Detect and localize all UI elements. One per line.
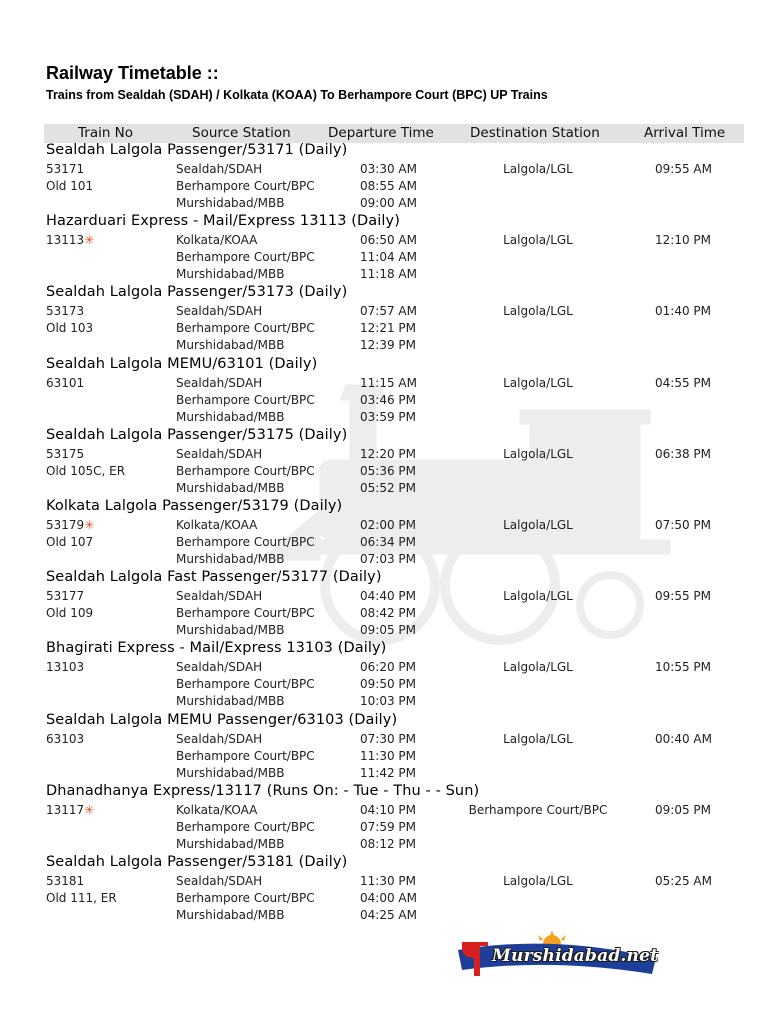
cell-departure-time: 02:00 PM xyxy=(360,517,416,532)
table-row xyxy=(0,660,768,677)
cell-train-no xyxy=(46,660,84,674)
cell-destination-station: Lalgola/LGL xyxy=(503,660,573,675)
table-row xyxy=(0,732,768,749)
train-block xyxy=(0,356,768,427)
cell-source-station: Berhampore Court/BPC xyxy=(176,819,315,834)
cell-departure-time: 07:57 AM xyxy=(360,304,417,319)
cell-departure-time: 03:46 PM xyxy=(360,392,416,407)
train-name: Kolkata Lalgola Passenger/53179 (Daily) xyxy=(46,497,343,514)
train-number-text: 53175 xyxy=(46,446,85,461)
cell-train-no xyxy=(46,535,93,549)
cell-departure-time: 05:36 PM xyxy=(360,463,416,478)
cell-train-no xyxy=(46,589,84,603)
cell-source-station: Murshidabad/MBB xyxy=(176,196,285,210)
table-row xyxy=(0,749,768,766)
cell-train-no xyxy=(46,803,94,817)
cell-departure-time: 12:39 PM xyxy=(360,338,416,353)
train-block xyxy=(0,569,768,640)
table-row xyxy=(0,481,768,498)
train-number-text: Old 103 xyxy=(46,321,94,336)
asterisk-icon: ✳ xyxy=(84,233,95,248)
cell-source-station: Kolkata/KOAA xyxy=(176,517,258,532)
train-name: Sealdah Lalgola Passenger/53175 (Daily) xyxy=(46,426,348,443)
train-number-text: Old 107 xyxy=(46,534,94,549)
table-header xyxy=(44,124,744,143)
table-row xyxy=(0,338,768,355)
murshidabad-logo xyxy=(452,928,662,982)
cell-departure-time: 11:04 AM xyxy=(360,250,417,265)
cell-source-station: Berhampore Court/BPC xyxy=(176,748,315,763)
cell-source-station: Murshidabad/MBB xyxy=(176,907,285,922)
cell-departure-time: 11:42 PM xyxy=(360,765,416,780)
cell-arrival-time: 04:55 PM xyxy=(655,375,711,390)
train-block xyxy=(0,854,768,925)
cell-source-station: Murshidabad/MBB xyxy=(176,836,285,851)
header-departure-time: Departure Time xyxy=(328,125,434,141)
cell-source-station: Berhampore Court/BPC xyxy=(176,250,315,265)
cell-departure-time: 04:10 PM xyxy=(360,802,416,817)
cell-destination-station: Lalgola/LGL xyxy=(503,446,573,461)
cell-source-station: Berhampore Court/BPC xyxy=(176,179,315,193)
cell-departure-time: 11:30 PM xyxy=(360,748,416,763)
cell-source-station: Kolkata/KOAA xyxy=(176,233,258,248)
train-name: Sealdah Lalgola Passenger/53181 (Daily) xyxy=(46,853,348,870)
cell-arrival-time: 09:55 AM xyxy=(655,162,712,176)
cell-source-station: Berhampore Court/BPC xyxy=(176,606,315,621)
train-number-text: 63103 xyxy=(46,731,85,746)
train-number-text: 53181 xyxy=(46,873,85,888)
cell-destination-station: Berhampore Court/BPC xyxy=(468,802,608,817)
train-number-text: Old 105C, ER xyxy=(46,463,126,478)
cell-departure-time: 07:30 PM xyxy=(360,731,416,746)
train-number-text: 13113 xyxy=(46,233,85,248)
table-row xyxy=(0,908,768,925)
cell-arrival-time: 07:50 PM xyxy=(655,517,711,532)
train-name: Sealdah Lalgola Fast Passenger/53177 (Daily) xyxy=(46,569,382,586)
table-row xyxy=(0,820,768,837)
header-source-station: Source Station xyxy=(192,125,291,141)
table-row xyxy=(0,518,768,535)
table-row xyxy=(0,874,768,891)
cell-train-no xyxy=(46,179,93,193)
cell-train-no xyxy=(46,447,84,461)
table-row xyxy=(0,552,768,569)
train-number-text: 53179 xyxy=(46,517,85,532)
cell-source-station: Kolkata/KOAA xyxy=(176,802,258,817)
train-number-text: 13103 xyxy=(46,660,85,675)
train-number-text: 63101 xyxy=(46,375,85,390)
table-row xyxy=(0,321,768,338)
cell-arrival-time: 12:10 PM xyxy=(655,233,711,248)
cell-departure-time: 03:59 PM xyxy=(360,409,416,424)
cell-source-station: Sealdah/SDAH xyxy=(176,162,263,176)
train-block xyxy=(0,783,768,854)
cell-destination-station: Lalgola/LGL xyxy=(503,233,573,248)
cell-departure-time: 06:20 PM xyxy=(360,660,416,675)
train-block xyxy=(0,284,768,355)
cell-source-station: Berhampore Court/BPC xyxy=(176,890,315,905)
train-name: Dhanadhanya Express/13117 (Runs On: - Tue - Thu - - Sun) xyxy=(46,782,480,799)
train-name: Sealdah Lalgola Passenger/53173 (Daily) xyxy=(46,284,348,301)
cell-arrival-time: 06:38 PM xyxy=(655,446,711,461)
table-row xyxy=(0,250,768,267)
table-row xyxy=(0,677,768,694)
page-title: Railway Timetable :: xyxy=(46,63,219,83)
train-number-text: 53173 xyxy=(46,304,85,319)
train-block xyxy=(0,640,768,711)
cell-source-station: Murshidabad/MBB xyxy=(176,694,285,709)
cell-train-no xyxy=(46,606,93,620)
cell-train-no xyxy=(46,304,84,318)
table-row xyxy=(0,267,768,284)
table-row xyxy=(0,535,768,552)
table-row xyxy=(0,393,768,410)
cell-train-no xyxy=(46,233,94,247)
asterisk-icon: ✳ xyxy=(84,517,95,532)
train-list xyxy=(0,142,768,925)
cell-arrival-time: 05:25 AM xyxy=(655,873,712,888)
table-row xyxy=(0,447,768,464)
table-row xyxy=(0,410,768,427)
table-row xyxy=(0,694,768,711)
cell-departure-time: 07:59 PM xyxy=(360,819,416,834)
table-row xyxy=(0,766,768,783)
cell-source-station: Sealdah/SDAH xyxy=(176,304,263,319)
cell-departure-time: 04:25 AM xyxy=(360,907,417,922)
cell-arrival-time: 10:55 PM xyxy=(655,660,711,675)
train-number-text: 53177 xyxy=(46,589,85,604)
cell-arrival-time: 09:05 PM xyxy=(655,802,711,817)
cell-train-no xyxy=(46,891,117,905)
train-number-text: Old 101 xyxy=(46,179,94,193)
table-row xyxy=(0,803,768,820)
cell-destination-station: Lalgola/LGL xyxy=(503,375,573,390)
train-number-text: 13117 xyxy=(46,802,85,817)
train-name: Sealdah Lalgola MEMU Passenger/63103 (Daily) xyxy=(46,711,398,728)
cell-source-station: Berhampore Court/BPC xyxy=(176,534,315,549)
cell-arrival-time: 00:40 AM xyxy=(655,731,712,746)
cell-departure-time: 11:15 AM xyxy=(360,375,417,390)
cell-departure-time: 06:34 PM xyxy=(360,534,416,549)
cell-destination-station: Lalgola/LGL xyxy=(503,162,573,176)
train-number-text: 53171 xyxy=(46,162,85,176)
cell-source-station: Murshidabad/MBB xyxy=(176,480,285,495)
cell-source-station: Sealdah/SDAH xyxy=(176,589,263,604)
header-train-no: Train No xyxy=(78,125,134,141)
cell-departure-time: 08:42 PM xyxy=(360,606,416,621)
cell-departure-time: 11:18 AM xyxy=(360,267,417,282)
cell-arrival-time: 01:40 PM xyxy=(655,304,711,319)
table-row xyxy=(0,606,768,623)
train-name: Sealdah Lalgola MEMU/63101 (Daily) xyxy=(46,355,318,372)
cell-departure-time: 03:30 AM xyxy=(360,162,417,176)
cell-departure-time: 05:52 PM xyxy=(360,480,416,495)
cell-departure-time: 04:00 AM xyxy=(360,890,417,905)
train-number-text: Old 111, ER xyxy=(46,890,117,905)
cell-source-station: Murshidabad/MBB xyxy=(176,338,285,353)
train-block xyxy=(0,498,768,569)
cell-departure-time: 09:05 PM xyxy=(360,623,416,638)
cell-departure-time: 07:03 PM xyxy=(360,551,416,566)
cell-departure-time: 06:50 AM xyxy=(360,233,417,248)
cell-departure-time: 12:21 PM xyxy=(360,321,416,336)
cell-departure-time: 04:40 PM xyxy=(360,589,416,604)
asterisk-icon: ✳ xyxy=(84,802,95,817)
cell-train-no xyxy=(46,464,125,478)
cell-source-station: Sealdah/SDAH xyxy=(176,660,263,675)
train-block xyxy=(0,213,768,284)
cell-destination-station: Lalgola/LGL xyxy=(503,873,573,888)
cell-train-no xyxy=(46,518,94,532)
table-row xyxy=(0,233,768,250)
cell-arrival-time: 09:55 PM xyxy=(655,589,711,604)
table-row xyxy=(0,623,768,640)
cell-train-no xyxy=(46,162,84,176)
cell-train-no xyxy=(46,376,84,390)
cell-source-station: Murshidabad/MBB xyxy=(176,765,285,780)
cell-source-station: Murshidabad/MBB xyxy=(176,623,285,638)
cell-source-station: Berhampore Court/BPC xyxy=(176,321,315,336)
table-row xyxy=(0,464,768,481)
cell-source-station: Murshidabad/MBB xyxy=(176,267,285,282)
cell-source-station: Sealdah/SDAH xyxy=(176,375,263,390)
cell-destination-station: Lalgola/LGL xyxy=(503,304,573,319)
cell-departure-time: 08:12 PM xyxy=(360,836,416,851)
table-row xyxy=(0,304,768,321)
cell-source-station: Berhampore Court/BPC xyxy=(176,677,315,692)
cell-train-no xyxy=(46,321,93,335)
cell-departure-time: 12:20 PM xyxy=(360,446,416,461)
table-row xyxy=(0,162,768,179)
cell-source-station: Sealdah/SDAH xyxy=(176,873,263,888)
header-arrival-time: Arrival Time xyxy=(644,125,726,141)
cell-departure-time: 11:30 PM xyxy=(360,873,416,888)
cell-departure-time: 08:55 AM xyxy=(360,179,417,193)
cell-departure-time: 09:00 AM xyxy=(360,196,417,210)
cell-train-no xyxy=(46,874,84,888)
train-block xyxy=(0,142,768,213)
table-row xyxy=(0,179,768,196)
cell-source-station: Murshidabad/MBB xyxy=(176,409,285,424)
table-row xyxy=(0,837,768,854)
cell-destination-station: Lalgola/LGL xyxy=(503,589,573,604)
table-row xyxy=(0,589,768,606)
cell-departure-time: 09:50 PM xyxy=(360,677,416,692)
cell-source-station: Sealdah/SDAH xyxy=(176,731,263,746)
cell-departure-time: 10:03 PM xyxy=(360,694,416,709)
train-number-text: Old 109 xyxy=(46,606,94,621)
cell-source-station: Sealdah/SDAH xyxy=(176,446,263,461)
cell-destination-station: Lalgola/LGL xyxy=(503,731,573,746)
train-name: Bhagirati Express - Mail/Express 13103 (Daily) xyxy=(46,640,387,657)
table-row xyxy=(0,196,768,213)
cell-source-station: Murshidabad/MBB xyxy=(176,551,285,566)
header-destination-station: Destination Station xyxy=(470,125,600,141)
cell-source-station: Berhampore Court/BPC xyxy=(176,392,315,407)
train-block xyxy=(0,712,768,783)
logo-text: Murshidabad.net xyxy=(492,946,659,966)
train-name: Hazarduari Express - Mail/Express 13113 (Daily) xyxy=(46,213,400,230)
table-row xyxy=(0,891,768,908)
cell-source-station: Berhampore Court/BPC xyxy=(176,463,315,478)
cell-destination-station: Lalgola/LGL xyxy=(503,517,573,532)
cell-train-no xyxy=(46,732,84,746)
train-name: Sealdah Lalgola Passenger/53171 (Daily) xyxy=(46,142,348,158)
table-row xyxy=(0,376,768,393)
train-block xyxy=(0,427,768,498)
page-subtitle: Trains from Sealdah (SDAH) / Kolkata (KOAA) To Berhampore Court (BPC) UP Trains xyxy=(46,88,548,102)
